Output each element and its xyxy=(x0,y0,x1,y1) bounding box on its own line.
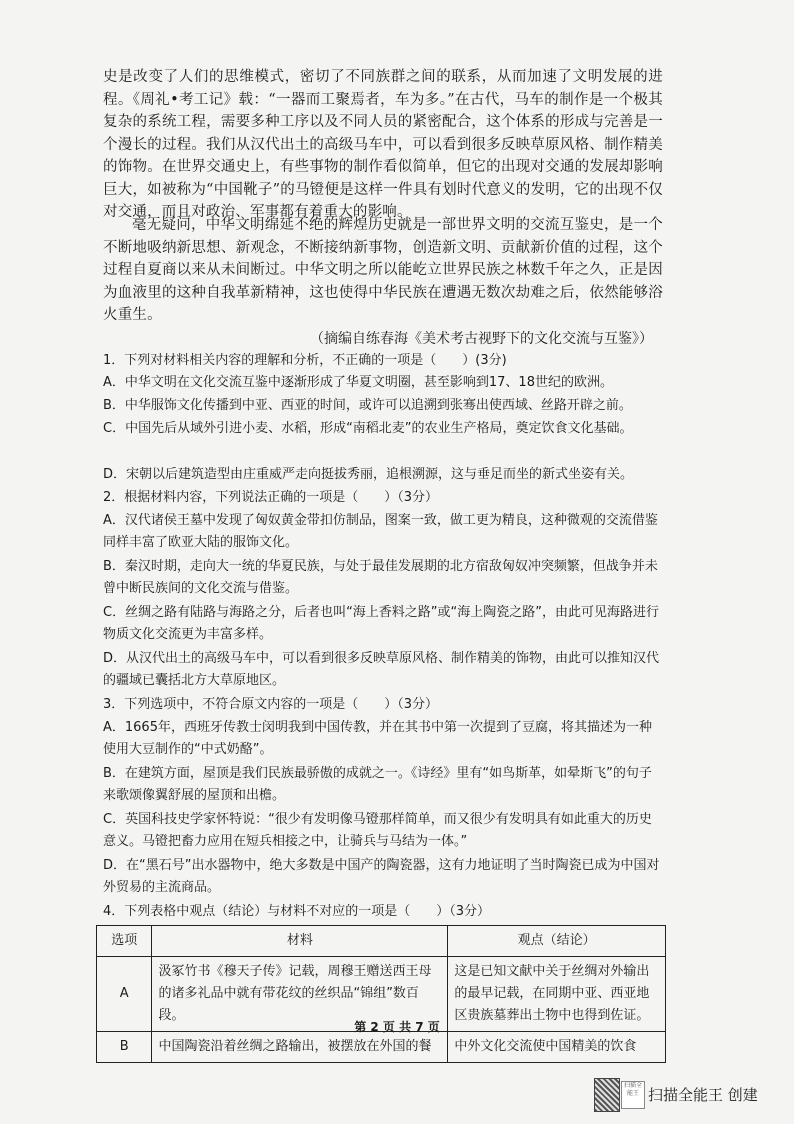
question-4-stem: 4．下列表格中观点（结论）与材料不对应的一项是（ ）（3分） xyxy=(103,904,491,919)
table-header-row xyxy=(97,926,666,957)
table-cell-material: 汲冢竹书《穆天子传》记载，周穆王赠送西王母的诸多礼品中就有带花纹的丝织品“锦组”数百段。 xyxy=(152,957,448,1032)
question-2-option-a: A．汉代诸侯王墓中发现了匈奴黄金带扣仿制品，图案一致，做工更为精良，这种微观的交流借鉴同样丰富了欧亚大陆的服饰文化。 xyxy=(103,513,658,551)
table-cell-option: A xyxy=(97,957,152,1032)
table-header-option: 选项 xyxy=(97,926,152,957)
passage-source: （摘编自练春海《美术考古视野下的文化交流与互鉴》） xyxy=(310,331,653,347)
page-number: 第 2 页 共 7 页 xyxy=(354,1020,440,1034)
camscanner-watermark xyxy=(594,1078,774,1112)
table-row xyxy=(97,1032,666,1063)
camscanner-logo-icon: 扫描全能王 xyxy=(621,1081,645,1109)
question-3-stem: 3．下列选项中，不符合原文内容的一项是（ ）（3分） xyxy=(103,697,439,712)
passage-paragraph-2: 毫无疑问，中华文明绵延不绝的辉煌历史就是一部世界文明的交流互鉴史，是一个不断地吸纳新思想、新观念，不断接纳新事物，创造新文明、贡献新价值的过程，这个过程自夏商以来从未间断过。中华文明之所以能屹立世界民族之林数千年之久，正是因为血液里的这种自我革新精神，这也使得中华民族在遭遇无数次劫难之后，依然能够浴火重生。 xyxy=(103,217,663,323)
qr-code-icon xyxy=(594,1078,620,1112)
question-3-option-c: C．英国科技史学家怀特说：“很少有发明像马镫那样简单，而又很少有发明具有如此重大的历史意义。马镫把畜力应用在短兵相接之中，让骑兵与马结为一体。” xyxy=(103,812,652,850)
question-3-option-a: A．1665年，西班牙传教士闵明我到中国传教，并在其书中第一次提到了豆腐，将其描述为一种使用大豆制作的“中式奶酪”。 xyxy=(103,720,652,758)
question-2-option-d: D．从汉代出土的高级马车中，可以看到很多反映草原风格、制作精美的饰物，由此可以推知汉代的疆域已囊括北方大草原地区。 xyxy=(103,651,660,689)
table-cell-view: 中外文化交流使中国精美的饮食 xyxy=(448,1032,666,1063)
question-2-option-c: C．丝绸之路有陆路与海路之分，后者也叫“海上香料之路”或“海上陶瓷之路”，由此可见海路进行物质文化交流更为丰富多样。 xyxy=(103,605,660,643)
passage-paragraph-1: 史是改变了人们的思维模式，密切了不同族群之间的联系，从而加速了文明发展的进程。《周礼•考工记》载：“一器而工聚焉者，车为多。”在古代，马车的制作是一个极其复杂的系统工程，需要多种工序以及不同人员的紧密配合，这个体系的形成与完善是一个漫长的过程。我们从汉代出土的高级马车中，可以看到很多反映草原风格、制作精美的饰物。在世界交通史上，有些事物的制作看似简单，但它的出现对交通的发展却影响巨大，如被称为“中国靴子”的马镫便是这样一件具有划时代意义的发明，它的出现不仅对交通，而且对政治、军事都有着重大的影响。 xyxy=(103,69,663,220)
question-3-option-b: B．在建筑方面，屋顶是我们民族最骄傲的成就之一。《诗经》里有“如鸟斯革，如晕斯飞”的句子来歌颂像翼舒展的屋顶和出檐。 xyxy=(103,766,652,804)
watermark-text: 扫描全能王 创建 xyxy=(648,1086,758,1104)
question-4-table xyxy=(96,925,666,1063)
table-header-material: 材料 xyxy=(152,926,448,957)
question-1-option-d: D．宋朝以后建筑造型由庄重威严走向挺拔秀丽，追根溯源，这与垂足而坐的新式坐姿有关。 xyxy=(103,467,634,482)
question-1-option-a: A．中华文明在文化交流互鉴中逐渐形成了华夏文明圈，甚至影响到17、18世纪的欧洲。 xyxy=(103,375,613,390)
question-3-option-d: D．在“黑石号”出水器物中，绝大多数是中国产的陶瓷器，这有力地证明了当时陶瓷已成为中国对外贸易的主流商品。 xyxy=(103,858,660,896)
table-cell-view: 这是已知文献中关于丝绸对外输出的最早记载，在同期中亚、西亚地区贵族墓葬出土物中也得到佐证。 xyxy=(448,957,666,1032)
question-1-stem: 1．下列对材料相关内容的理解和分析，不正确的一项是（ ）(3分) xyxy=(103,353,507,368)
table-cell-option: B xyxy=(97,1032,152,1063)
table-cell-material: 中国陶瓷沿着丝绸之路输出，被摆放在外国的餐 xyxy=(152,1032,448,1063)
question-2-option-b: B．秦汉时期，走向大一统的华夏民族，与处于最佳发展期的北方宿敌匈奴冲突频繁，但战争并未曾中断民族间的文化交流与借鉴。 xyxy=(103,559,658,597)
question-1-option-c: C．中国先后从域外引进小麦、水稻，形成“南稻北麦”的农业生产格局，奠定饮食文化基础。 xyxy=(103,421,633,436)
table-header-view: 观点（结论） xyxy=(448,926,666,957)
question-1-option-b: B．中华服饰文化传播到中亚、西亚的时间，或许可以追溯到张骞出使西域、丝路开辟之前。 xyxy=(103,398,632,413)
question-2-stem: 2．根据材料内容，下列说法正确的一项是（ ）（3分） xyxy=(103,490,439,505)
